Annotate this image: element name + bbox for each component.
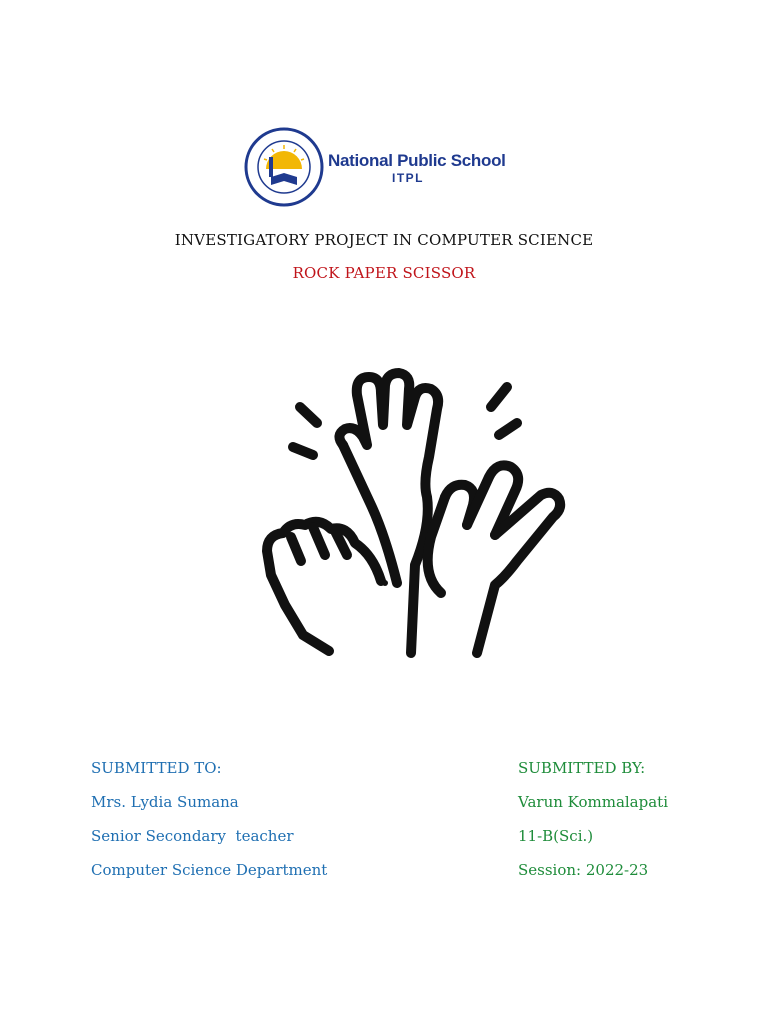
teacher-name: Mrs. Lydia Sumana [91, 793, 239, 811]
teacher-role: Senior Secondary teacher [91, 827, 294, 845]
student-session: Session: 2022-23 [518, 861, 649, 879]
school-name: National Public School [328, 151, 506, 170]
student-class: 11-B(Sci.) [518, 827, 594, 845]
school-logo [244, 127, 524, 207]
project-heading: INVESTIGATORY PROJECT IN COMPUTER SCIENCE [174, 231, 594, 249]
school-branch: ITPL [392, 171, 424, 185]
teacher-department: Computer Science Department [91, 861, 328, 879]
rock-paper-scissors-hands-icon [255, 365, 575, 665]
project-title: ROCK PAPER SCISSOR [292, 264, 476, 282]
school-seal-icon [244, 127, 324, 207]
submitted-by-block [518, 758, 668, 894]
submitted-to-label: SUBMITTED TO: [91, 759, 222, 777]
submitted-by-label: SUBMITTED BY: [518, 759, 646, 777]
student-name: Varun Kommalapati [518, 793, 668, 811]
submitted-to-block [91, 758, 327, 894]
